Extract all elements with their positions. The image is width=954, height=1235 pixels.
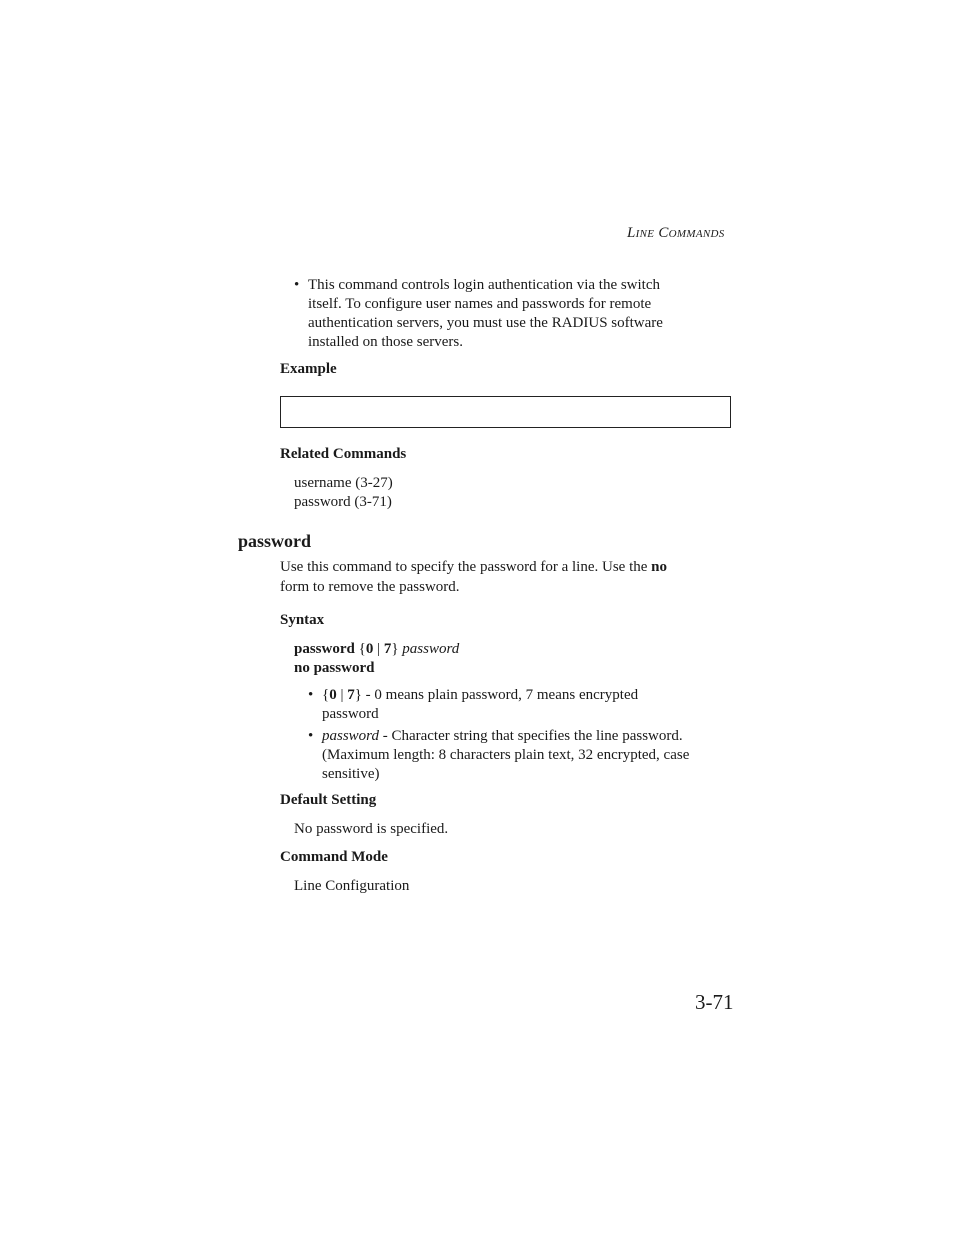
description-line: form to remove the password.	[280, 579, 460, 595]
example-heading: Example	[280, 361, 337, 377]
bullet-line: sensitive)	[322, 766, 380, 782]
syntax-argument: password	[402, 641, 460, 657]
bullet-option-zero: 0	[329, 687, 337, 703]
command-description	[280, 557, 667, 597]
header-second-rest: OMMANDS	[668, 228, 725, 240]
syntax-bullet-marker: •	[308, 687, 314, 703]
command-title: password	[238, 531, 312, 551]
syntax-option-zero: 0	[365, 641, 374, 657]
description-text: Use this command to specify the password for a line. Use the	[280, 559, 652, 575]
running-header	[627, 225, 725, 242]
bullet-term: password	[322, 728, 379, 744]
default-setting-text: No password is specified.	[294, 821, 449, 837]
related-commands-list	[294, 474, 393, 512]
description-line	[280, 557, 667, 577]
command-mode-text: Line Configuration	[294, 878, 410, 894]
syntax-heading: Syntax	[280, 612, 325, 628]
syntax-separator: |	[373, 641, 384, 657]
header-first-cap: L	[627, 225, 636, 241]
bullet-option-seven: 7	[347, 687, 355, 703]
syntax-block	[294, 640, 459, 678]
bullet-brace: }	[354, 687, 362, 703]
example-code-box	[280, 396, 731, 428]
no-keyword: no	[651, 559, 668, 575]
syntax-bullet-text	[322, 686, 638, 724]
intro-line: installed on those servers.	[308, 334, 463, 350]
page-number: 3-71	[695, 990, 734, 1014]
bullet-line: (Maximum length: 8 characters plain text, 32 encrypted, case	[322, 747, 690, 763]
header-first-rest: INE	[635, 228, 655, 240]
command-mode-heading: Command Mode	[280, 849, 388, 865]
syntax-bullet-text	[322, 727, 689, 784]
syntax-option-seven: 7	[383, 641, 392, 657]
intro-line: itself. To configure user names and passwords for remote	[308, 296, 652, 312]
bullet-description: - Character string that specifies the line password.	[378, 728, 683, 744]
bullet-line	[322, 727, 689, 746]
bullet-description: - 0 means plain password, 7 means encrypted	[361, 687, 639, 703]
bullet-separator: |	[336, 687, 348, 703]
syntax-command: password	[294, 641, 355, 657]
intro-line: This command controls login authentication via the switch	[308, 277, 661, 293]
syntax-brace: {	[354, 641, 366, 657]
bullet-line: password	[322, 706, 379, 722]
header-second-cap: C	[658, 225, 669, 241]
intro-bullet-marker: •	[294, 277, 300, 293]
intro-bullet-text	[308, 276, 663, 352]
related-command-item: password (3-71)	[294, 494, 392, 510]
related-command-item: username (3-27)	[294, 475, 393, 491]
syntax-brace: }	[391, 641, 403, 657]
syntax-line	[294, 659, 459, 678]
related-commands-heading: Related Commands	[280, 446, 407, 462]
intro-line: authentication servers, you must use the RADIUS software	[308, 315, 663, 331]
default-setting-heading: Default Setting	[280, 792, 377, 808]
syntax-line	[294, 640, 459, 659]
syntax-no-command: no password	[294, 660, 375, 676]
bullet-line	[322, 686, 638, 705]
syntax-bullet-marker: •	[308, 728, 314, 744]
bullet-brace: {	[322, 687, 330, 703]
